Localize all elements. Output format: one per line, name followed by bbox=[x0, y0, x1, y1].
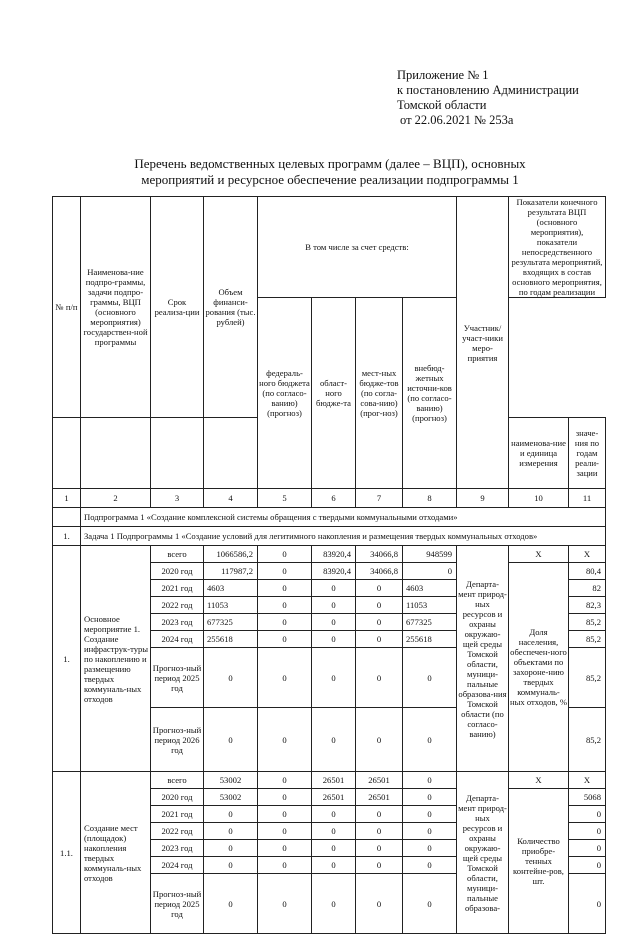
period-cell: 2020 год bbox=[151, 563, 204, 580]
value-cell: 0 bbox=[569, 806, 606, 823]
block1-indicator-name: Доля населения, обеспечен-ного объектами по захороне-нию твердых коммуналь-ных отходов, % bbox=[509, 563, 569, 772]
period-cell: всего bbox=[151, 546, 204, 563]
extrabudget-cell: 0 bbox=[403, 708, 457, 772]
total-cell: 53002 bbox=[204, 772, 258, 789]
block1-num: 1. bbox=[53, 546, 81, 772]
local-cell: 0 bbox=[356, 597, 403, 614]
local-cell: 26501 bbox=[356, 772, 403, 789]
period-cell: Прогноз-ный период 2025 год bbox=[151, 874, 204, 934]
value-cell: 5068 bbox=[569, 789, 606, 806]
local-cell: 34066,8 bbox=[356, 546, 403, 563]
value-cell: 85,2 bbox=[569, 708, 606, 772]
federal-cell: 0 bbox=[258, 614, 312, 631]
period-cell: 2024 год bbox=[151, 631, 204, 648]
block2-participant: Департа-мент природ-ных ресурсов и охраны окружаю-щей среды Томской области, муници-пальные образова- bbox=[457, 772, 509, 934]
extrabudget-cell: 255618 bbox=[403, 631, 457, 648]
value-cell: X bbox=[569, 546, 606, 563]
regional-cell: 26501 bbox=[312, 789, 356, 806]
total-cell: 1066586,2 bbox=[204, 546, 258, 563]
value-cell: 0 bbox=[569, 840, 606, 857]
federal-cell: 0 bbox=[258, 580, 312, 597]
total-cell: 11053 bbox=[204, 597, 258, 614]
colnum: 3 bbox=[151, 489, 204, 508]
federal-cell: 0 bbox=[258, 772, 312, 789]
local-cell: 0 bbox=[356, 614, 403, 631]
extrabudget-cell: 0 bbox=[403, 772, 457, 789]
federal-cell: 0 bbox=[258, 648, 312, 708]
local-cell: 0 bbox=[356, 631, 403, 648]
total-cell: 0 bbox=[204, 823, 258, 840]
colnum: 10 bbox=[509, 489, 569, 508]
header-line-2: к постановлению Администрации bbox=[397, 83, 579, 97]
period-cell: всего bbox=[151, 772, 204, 789]
total-cell: 255618 bbox=[204, 631, 258, 648]
federal-cell: 0 bbox=[258, 840, 312, 857]
task-num: 1. bbox=[53, 527, 81, 546]
colnum: 5 bbox=[258, 489, 312, 508]
local-cell: 0 bbox=[356, 823, 403, 840]
head-ind-name: наименова-ние и единица измерения bbox=[509, 418, 569, 489]
regional-cell: 0 bbox=[312, 648, 356, 708]
extrabudget-cell: 0 bbox=[403, 789, 457, 806]
total-cell: 0 bbox=[204, 857, 258, 874]
header-line-4: от 22.06.2021 № 253а bbox=[400, 113, 514, 127]
head-num: № п/п bbox=[53, 197, 81, 418]
extrabudget-cell: 677325 bbox=[403, 614, 457, 631]
period-cell: 2022 год bbox=[151, 823, 204, 840]
local-cell: 0 bbox=[356, 840, 403, 857]
total-cell: 0 bbox=[204, 648, 258, 708]
total-cell: 677325 bbox=[204, 614, 258, 631]
federal-cell: 0 bbox=[258, 823, 312, 840]
regional-cell: 0 bbox=[312, 806, 356, 823]
head-including: В том числе за счет средств: bbox=[258, 197, 457, 298]
federal-cell: 0 bbox=[258, 789, 312, 806]
extrabudget-cell: 948599 bbox=[403, 546, 457, 563]
period-cell: 2021 год bbox=[151, 806, 204, 823]
federal-cell: 0 bbox=[258, 631, 312, 648]
head-participant: Участник/участ-ники меро-приятия bbox=[457, 197, 509, 489]
total-cell: 0 bbox=[204, 806, 258, 823]
subprogram-num bbox=[53, 508, 81, 527]
total-cell: 53002 bbox=[204, 789, 258, 806]
federal-cell: 0 bbox=[258, 874, 312, 934]
colnum: 11 bbox=[569, 489, 606, 508]
period-cell: 2021 год bbox=[151, 580, 204, 597]
local-cell: 26501 bbox=[356, 789, 403, 806]
value-cell: 82,3 bbox=[569, 597, 606, 614]
value-cell: 0 bbox=[569, 823, 606, 840]
head-ind-value: значе-ния по годам реали-зации bbox=[569, 418, 606, 489]
value-cell: 85,2 bbox=[569, 614, 606, 631]
local-cell: 0 bbox=[356, 874, 403, 934]
block2-num: 1.1. bbox=[53, 772, 81, 934]
colnum: 2 bbox=[81, 489, 151, 508]
federal-cell: 0 bbox=[258, 546, 312, 563]
header-line-3: Томской области bbox=[397, 98, 487, 112]
federal-cell: 0 bbox=[258, 806, 312, 823]
head-term-cont bbox=[151, 418, 204, 489]
value-cell: X bbox=[569, 772, 606, 789]
period-cell: Прогноз-ный период 2025 год bbox=[151, 648, 204, 708]
head-volume-cont bbox=[204, 418, 258, 489]
local-cell: 0 bbox=[356, 806, 403, 823]
local-cell: 0 bbox=[356, 580, 403, 597]
subprogram-title: Подпрограмма 1 «Создание комплексной системы обращения с твердыми коммунальными отходами» bbox=[81, 508, 606, 527]
regional-cell: 83920,4 bbox=[312, 546, 356, 563]
title-line-2: мероприятий и ресурсное обеспечение реализации подпрограммы 1 bbox=[141, 172, 519, 187]
regional-cell: 0 bbox=[312, 597, 356, 614]
regional-cell: 0 bbox=[312, 708, 356, 772]
header-line-1: Приложение № 1 bbox=[397, 68, 489, 82]
regional-cell: 83920,4 bbox=[312, 563, 356, 580]
document-title bbox=[60, 156, 600, 188]
colnum: 8 bbox=[403, 489, 457, 508]
period-cell: 2020 год bbox=[151, 789, 204, 806]
head-regional: област-ного бюдже-та bbox=[312, 298, 356, 489]
colnum: 9 bbox=[457, 489, 509, 508]
period-cell: 2023 год bbox=[151, 614, 204, 631]
value-cell: 80,4 bbox=[569, 563, 606, 580]
colnum: 6 bbox=[312, 489, 356, 508]
local-cell: 0 bbox=[356, 648, 403, 708]
period-cell: Прогноз-ный период 2026 год bbox=[151, 708, 204, 772]
value-cell: 82 bbox=[569, 580, 606, 597]
period-cell: 2022 год bbox=[151, 597, 204, 614]
local-cell: 34066,8 bbox=[356, 563, 403, 580]
block1-participant: Департа-мент природ-ных ресурсов и охраны окружаю-щей среды Томской области, муници-пальные образова-ния Томской области (по согласо-ванию) bbox=[457, 546, 509, 772]
regional-cell: 0 bbox=[312, 823, 356, 840]
extrabudget-cell: 0 bbox=[403, 840, 457, 857]
total-cell: 117987,2 bbox=[204, 563, 258, 580]
regional-cell: 0 bbox=[312, 631, 356, 648]
regional-cell: 0 bbox=[312, 840, 356, 857]
federal-cell: 0 bbox=[258, 857, 312, 874]
indicator-x: X bbox=[509, 546, 569, 563]
colnum: 1 bbox=[53, 489, 81, 508]
head-name-cont bbox=[81, 418, 151, 489]
value-cell: 0 bbox=[569, 874, 606, 934]
total-cell: 0 bbox=[204, 874, 258, 934]
total-cell: 4603 bbox=[204, 580, 258, 597]
extrabudget-cell: 0 bbox=[403, 874, 457, 934]
head-local: мест-ных бюдже-тов (по согла-сова-нию) (прог-ноз) bbox=[356, 298, 403, 489]
total-cell: 0 bbox=[204, 840, 258, 857]
value-cell: 85,2 bbox=[569, 648, 606, 708]
head-name: Наименова-ние подпро-граммы, задачи подпро-граммы, ВЦП (основного мероприятия) государствен-ной программы bbox=[81, 197, 151, 418]
period-cell: 2024 год bbox=[151, 857, 204, 874]
extrabudget-cell: 0 bbox=[403, 648, 457, 708]
value-cell: 85,2 bbox=[569, 631, 606, 648]
head-extrabudget: внебюд-жетных источни-ков (по согласо-ванию) (прогноз) bbox=[403, 298, 457, 489]
extrabudget-cell: 0 bbox=[403, 823, 457, 840]
document-header bbox=[397, 68, 579, 128]
total-cell: 0 bbox=[204, 708, 258, 772]
federal-cell: 0 bbox=[258, 563, 312, 580]
extrabudget-cell: 4603 bbox=[403, 580, 457, 597]
federal-cell: 0 bbox=[258, 708, 312, 772]
regional-cell: 0 bbox=[312, 857, 356, 874]
block1-name: Основное мероприятие 1. Создание инфраструк-туры по накоплению и размещению твердых коммуналь-ных отходов bbox=[81, 546, 151, 772]
program-table bbox=[52, 196, 606, 934]
title-line-1: Перечень ведомственных целевых программ (далее – ВЦП), основных bbox=[134, 156, 526, 171]
head-federal: федераль-ного бюджета (по согласо-ванию) (прогноз) bbox=[258, 298, 312, 489]
task-title: Задача 1 Подпрограммы 1 «Создание условий для легитимного накопления и размещения твердых коммунальных отходов» bbox=[81, 527, 606, 546]
regional-cell: 0 bbox=[312, 874, 356, 934]
block2-indicator-name: Количество приобре-тенных контейне-ров, шт. bbox=[509, 789, 569, 934]
federal-cell: 0 bbox=[258, 597, 312, 614]
regional-cell: 0 bbox=[312, 580, 356, 597]
regional-cell: 0 bbox=[312, 614, 356, 631]
extrabudget-cell: 0 bbox=[403, 563, 457, 580]
head-indicators: Показатели конечного результата ВЦП (основного мероприятия), показатели непосредственного результата мероприятий, входящих в состав основного мероприятия, по годам реализации bbox=[509, 197, 606, 298]
regional-cell: 26501 bbox=[312, 772, 356, 789]
head-term: Срок реализа-ции bbox=[151, 197, 204, 418]
head-volume: Объем финанси-рования (тыс. рублей) bbox=[204, 197, 258, 418]
extrabudget-cell: 11053 bbox=[403, 597, 457, 614]
local-cell: 0 bbox=[356, 708, 403, 772]
colnum: 4 bbox=[204, 489, 258, 508]
local-cell: 0 bbox=[356, 857, 403, 874]
period-cell: 2023 год bbox=[151, 840, 204, 857]
indicator-x: X bbox=[509, 772, 569, 789]
extrabudget-cell: 0 bbox=[403, 806, 457, 823]
extrabudget-cell: 0 bbox=[403, 857, 457, 874]
value-cell: 0 bbox=[569, 857, 606, 874]
block2-name: Создание мест (площадок) накопления твердых коммуналь-ных отходов bbox=[81, 772, 151, 934]
colnum: 7 bbox=[356, 489, 403, 508]
head-num-cont bbox=[53, 418, 81, 489]
